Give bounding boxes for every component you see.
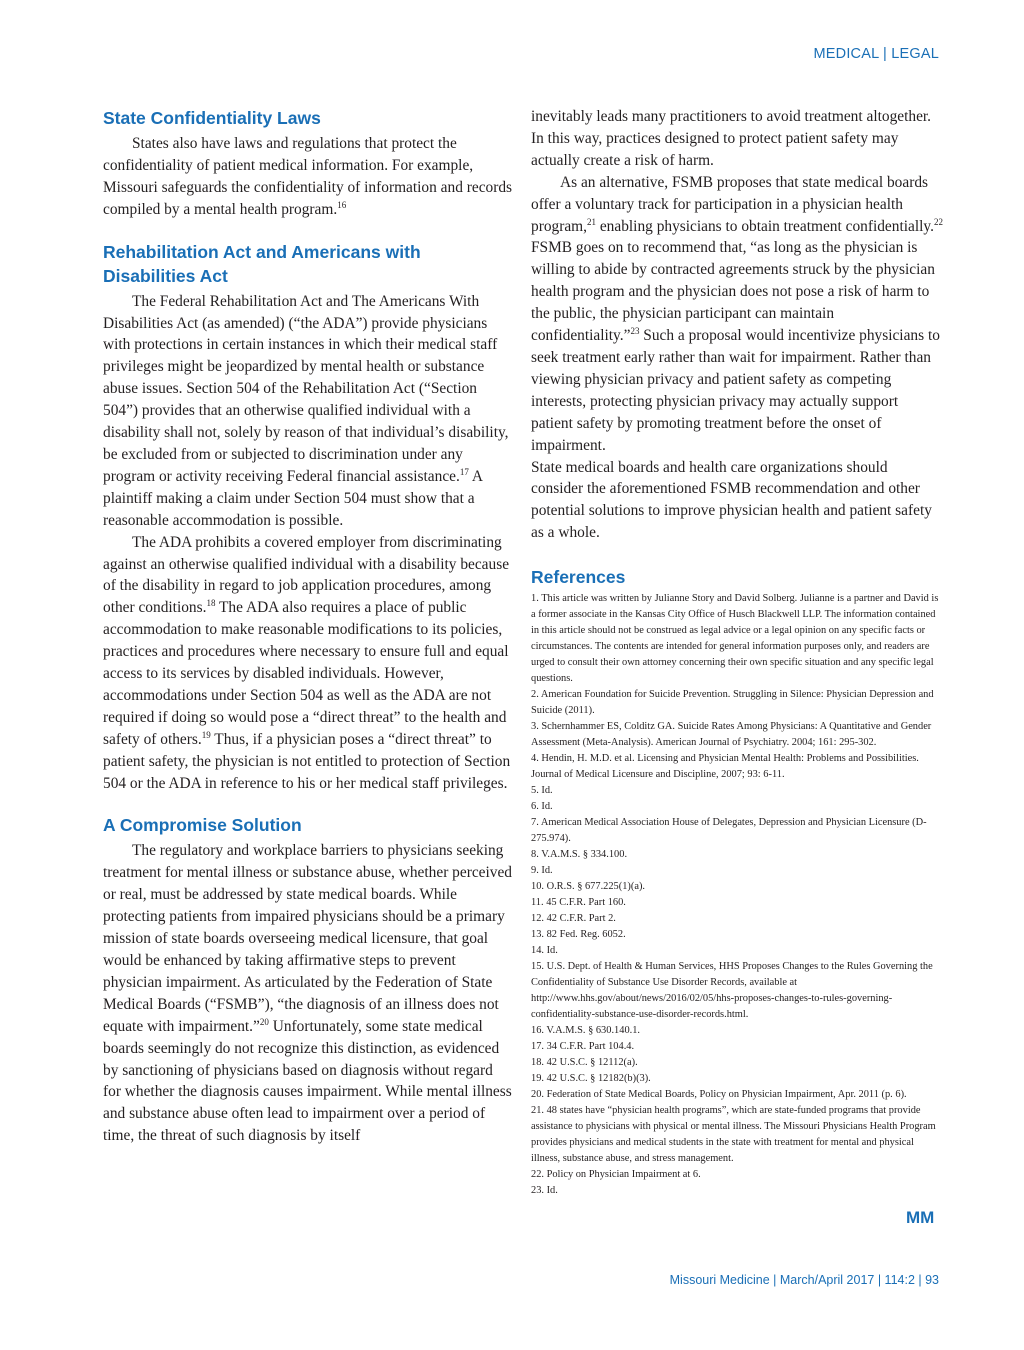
reference-item: 11. 45 C.F.R. Part 160.	[531, 897, 626, 909]
reference-item: 16. V.A.M.S. § 630.140.1.	[531, 1025, 641, 1037]
section-tag: MEDICAL | LEGAL	[813, 46, 939, 62]
paragraph-text: The ADA prohibits a covered employer from discriminating against an otherwise qualified individual with a disability because of the disability in regard to job application procedures, among other conditions.	[103, 533, 510, 617]
reference-item: 3. Schernhammer ES, Colditz GA. Suicide Rates Among Physicians: A Quantitative and Gender Assessment (Meta-Analysis). American Journal of Psychiatry. 2004; 161: 295-302.	[531, 721, 932, 749]
paragraph-text: Thus, if a physician poses a “direct threat” to patient safety, the physician is not entitled to protection of Section 504 or the ADA in reference to his or her medical staff privileges.	[103, 730, 511, 792]
heading-rehabilitation-act: Rehabilitation Act and Americans with Disabilities Act	[103, 241, 421, 286]
reference-item: 2. American Foundation for Suicide Prevention. Struggling in Silence: Physician Depression and Suicide (2011).	[531, 689, 934, 717]
paragraph	[531, 172, 943, 457]
reference-item: 19. 42 U.S.C. § 12182(b)(3).	[531, 1073, 651, 1085]
footnote-ref: 16	[337, 199, 347, 210]
reference-item: 1. This article was written by Julianne Story and David Solberg. Julianne is a partner and David is a former associate in the Kansas City Office of Husch Blackwell LLP. The information contained in this article should not be construed as legal advice or a legal opinion on any specific facts or circumstances. The contents are intended for general information purposes only, and readers are urged to consult their own attorney concerning their own specific situation and any specific legal questions.	[531, 593, 939, 685]
reference-item: 5. Id.	[531, 785, 553, 797]
paragraph-text: The Federal Rehabilitation Act and The Americans With Disabilities Act (as amended) (“the ADA”) provide physicians with protections in certain instances in which their medical staff privileges might be jeopardized by mental health or substance abuse issues. Section 504 of the Rehabilitation Act (“Section 504”) provides that an otherwise qualified individual with a disability shall not, solely by reason of that individual’s disability, be excluded from or subjected to discrimination under any program or activity receiving Federal financial assistance.	[103, 292, 509, 485]
paragraph-text: Such a proposal would incentivize physicians to seek treatment early rather than wait for impairment. Rather than viewing physician privacy and patient safety as competing interests, protecting physician privacy may actually support patient safety by promoting treatment before the onset of impairment.	[531, 327, 940, 454]
heading-state-confidentiality-laws: State Confidentiality Laws	[103, 108, 321, 128]
paragraph	[103, 291, 513, 532]
reference-item: 22. Policy on Physician Impairment at 6.	[531, 1169, 701, 1181]
reference-item: 7. American Medical Association House of Delegates, Depression and Physician Licensure (D-275.974).	[531, 817, 927, 845]
paragraph-text: enabling physicians to obtain treatment confidentially.	[596, 217, 934, 235]
reference-item: 21. 48 states have “physician health programs”, which are state-funded programs that provide assistance to physicians with physical or mental illness. The Missouri Physicians Health Program provides physicians and medical students in the state with treatment for mental and physical illness, substance abuse, and stress management.	[531, 1105, 936, 1165]
reference-item: 13. 82 Fed. Reg. 6052.	[531, 929, 626, 941]
footnote-ref: 18	[206, 598, 216, 609]
right-column	[531, 106, 943, 1199]
reference-item: 14. Id.	[531, 945, 558, 957]
paragraph-text: FSMB goes on to recommend that, “as long as the physician is willing to abide by contracted agreements struck by the physician health program and the physician does not pose a risk of harm to the public, the physician participant can maintain confidentiality.”	[531, 239, 935, 345]
footnote-ref: 23	[630, 325, 640, 336]
paragraph	[103, 133, 513, 221]
footnote-ref: 22	[933, 216, 943, 227]
paragraph-text: A plaintiff making a claim under Section 504 must show that a reasonable accommodation is possible.	[103, 467, 483, 529]
paragraph-text: As an alternative, FSMB proposes that state medical boards offer a voluntary track for participation in a physician health program,	[531, 173, 929, 235]
left-column	[103, 106, 513, 1147]
footnote-ref: 21	[587, 216, 596, 227]
reference-item: 4. Hendin, H. M.D. et al. Licensing and Physician Mental Health: Problems and Possibilities. Journal of Medical Licensure and Discipline, 2007; 93: 6-11.	[531, 753, 919, 781]
paragraph	[103, 532, 513, 795]
reference-item: 9. Id.	[531, 865, 553, 877]
footnote-ref: 20	[259, 1016, 269, 1027]
page-footer: Missouri Medicine | March/April 2017 | 114:2 | 93	[669, 1273, 939, 1287]
paragraph-text: The regulatory and workplace barriers to physicians seeking treatment for mental illness or substance abuse, whether perceived or real, must be addressed by state medical boards. While protecting patients from impaired physicians should be a primary mission of state boards overseeing medical licensure, that goal would be enhanced by taking affirmative steps to prevent physician impairment. As articulated by the Federation of State Medical Boards (“FSMB”), “the diagnosis of an illness does not equate with impairment.”	[103, 842, 512, 1035]
paragraph-text: States also have laws and regulations that protect the confidentiality of patient medical information. For example, Missouri safeguards the confidentiality of information and records compiled by a mental health program.	[103, 135, 513, 218]
reference-item: 12. 42 C.F.R. Part 2.	[531, 913, 616, 925]
reference-item: 8. V.A.M.S. § 334.100.	[531, 849, 628, 861]
reference-item: 15. U.S. Dept. of Health & Human Services, HHS Proposes Changes to the Rules Governing the Confidentiality of Substance Use Disorder Records, available at http://www.hhs.gov/about/news/2016/02/05/hhs-proposes-changes-to-rules-governing-confidentiality-substance-use-disorder-records.html.	[531, 961, 933, 1021]
paragraph-text: Unfortunately, some state medical boards seemingly do not recognize this distinction, as evidenced by sanctioning of physicians based on diagnosis without regard for whether the diagnosis causes impairment. While mental illness and substance abuse often lead to impairment over a period of time, the threat of such diagnosis by itself	[103, 1017, 512, 1145]
end-mark: MM	[906, 1208, 935, 1227]
reference-item: 10. O.R.S. § 677.225(1)(a).	[531, 881, 645, 893]
reference-item: 23. Id.	[531, 1185, 558, 1197]
heading-references: References	[531, 567, 626, 588]
paragraph-text: The ADA also requires a place of public accommodation to make reasonable modifications to its policies, practices and procedures where necessary to ensure full and equal access to its services by disabled individuals. However, accommodations under Section 504 as well as the ADA are not required if doing so would pose a “direct threat” to the health and safety of others.	[103, 599, 509, 748]
heading-compromise-solution: A Compromise Solution	[103, 815, 302, 836]
paragraph: inevitably leads many practitioners to avoid treatment altogether. In this way, practices designed to protect patient safety may actually create a risk of harm.	[531, 108, 932, 169]
paragraph	[103, 840, 513, 1147]
reference-item: 20. Federation of State Medical Boards, Policy on Physician Impairment, Apr. 2011 (p. 6).	[531, 1089, 907, 1101]
footnote-ref: 17	[459, 466, 469, 477]
reference-item: 17. 34 C.F.R. Part 104.4.	[531, 1041, 635, 1053]
reference-item: 6. Id.	[531, 801, 553, 813]
paragraph: State medical boards and health care organizations should consider the aforementioned FSMB recommendation and other potential solutions to improve physician health and patient safety as a whole.	[531, 458, 932, 542]
reference-item: 18. 42 U.S.C. § 12112(a).	[531, 1057, 638, 1069]
references-list	[531, 591, 943, 1199]
footnote-ref: 19	[201, 729, 211, 740]
